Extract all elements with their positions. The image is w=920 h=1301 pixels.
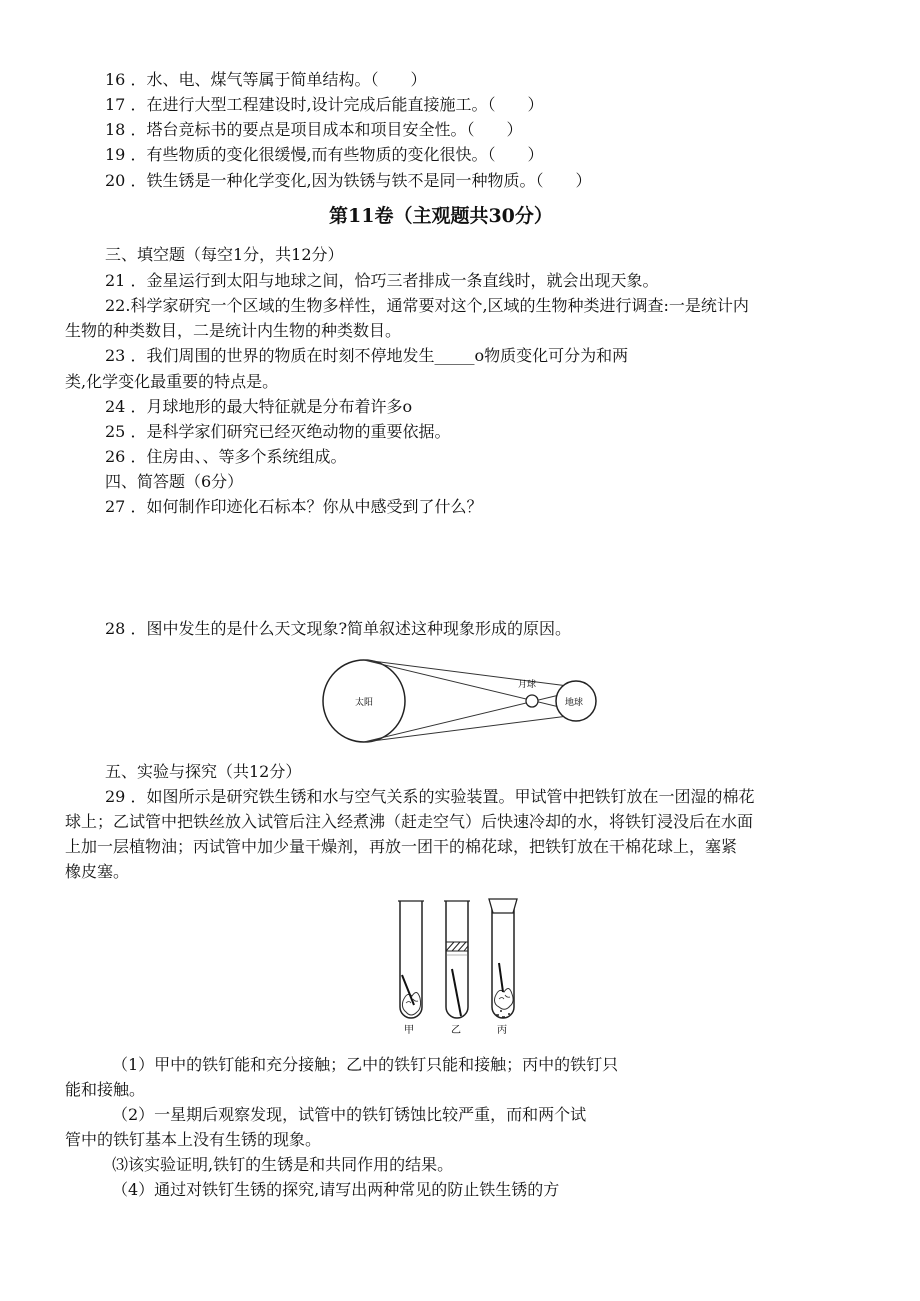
- question-23-line-2: 类,化学变化最重要的特点是。: [65, 372, 279, 391]
- question-29-line-3: 上加一层植物油；丙试管中加少量干燥剂，再放一团干的棉花球，把铁钉放在干棉花球上，塞紧: [65, 837, 738, 856]
- question-18: 18 ．塔台竞标书的要点是项目成本和项目安全性。（ ）: [105, 120, 523, 139]
- subquestion-3: ⑶该实验证明,铁钉的生锈是和共同作用的结果。: [112, 1155, 454, 1174]
- volume-title: 第11卷（主观题共30分）: [329, 205, 553, 227]
- ray-bottom-cross: [364, 690, 580, 742]
- subquestion-1-line-2: 能和接触。: [65, 1080, 146, 1099]
- question-29-line-4: 橡皮塞。: [65, 862, 130, 881]
- solar-eclipse-diagram: [318, 658, 608, 748]
- subquestion-2-line-1: （2）一星期后观察发现，试管中的铁钉锈蚀比较严重，而和两个试: [112, 1105, 587, 1124]
- ray-top-outer: [364, 660, 576, 687]
- section-short-answer-heading: 四、简答题（6分）: [105, 472, 244, 491]
- tube-label-jia: 甲: [404, 1025, 414, 1036]
- subquestion-4: （4）通过对铁钉生锈的探究,请写出两种常见的防止铁生锈的方: [112, 1180, 560, 1199]
- subquestion-2-line-2: 管中的铁钉基本上没有生锈的现象。: [65, 1130, 322, 1149]
- subquestion-1-line-1: （1）甲中的铁钉能和充分接触；乙中的铁钉只能和接触；丙中的铁钉只: [112, 1055, 619, 1074]
- question-17: 17 ．在进行大型工程建设时,设计完成后能直接施工。（ ）: [105, 95, 544, 114]
- tube-bing: [489, 899, 517, 1036]
- section-fill-blank-heading: 三、填空题（每空1分，共12分）: [105, 245, 344, 264]
- test-tubes-figure: [384, 893, 534, 1038]
- iron-nail-jia: [402, 975, 414, 1005]
- tube-label-bing: 丙: [497, 1025, 507, 1036]
- question-29-line-1: 29 ．如图所示是研究铁生锈和水与空气关系的实验装置。甲试管中把铁钉放在一团湿的棉花: [105, 787, 755, 806]
- question-21: 21 ．金星运行到太阳与地球之间，恰巧三者排成一条直线时，就会出现天象。: [105, 271, 659, 290]
- question-25: 25 ．是科学家们研究已经灭绝动物的重要依据。: [105, 422, 451, 441]
- question-26: 26 ．住房由、、等多个系统组成。: [105, 447, 347, 466]
- section-experiment-heading: 五、实验与探究（共12分）: [105, 762, 302, 781]
- question-28: 28 ．图中发生的是什么天文现象?简单叙述这种现象形成的原因。: [105, 619, 572, 638]
- tube-yi: [444, 901, 470, 1036]
- question-24: 24 ．月球地形的最大特征就是分布着许多o: [105, 397, 413, 416]
- ray-bottom-outer: [364, 715, 576, 742]
- question-20: 20 ．铁生锈是一种化学变化,因为铁锈与铁不是同一种物质。（ ）: [105, 171, 592, 190]
- moon-circle: [526, 695, 538, 707]
- earth-label: 地球: [565, 698, 584, 708]
- moon-label: 月球: [518, 680, 537, 690]
- sun-label: 太阳: [355, 698, 374, 708]
- iron-nail-yi: [452, 969, 461, 1016]
- ray-top-cross: [364, 660, 580, 712]
- tube-jia: [398, 901, 424, 1036]
- question-22-line-1: 22.科学家研究一个区域的生物多样性，通常要对这个,区域的生物种类进行调查:一是统计内: [105, 296, 749, 315]
- question-19: 19 ．有些物质的变化很缓慢,而有些物质的变化很快。（ ）: [105, 145, 544, 164]
- tube-label-yi: 乙: [451, 1025, 461, 1036]
- question-29-line-2: 球上；乙试管中把铁丝放入试管后注入经煮沸（赶走空气）后快速冷却的水，将铁钉浸没后在水面: [65, 812, 754, 831]
- wet-cotton: [402, 992, 420, 1015]
- question-23-line-1: 23 ．我们周围的世界的物质在时刻不停地发生_____o物质变化可分为和两: [105, 346, 629, 365]
- rubber-stopper: [489, 899, 517, 913]
- question-16: 16 ．水、电、煤气等属于简单结构。（ ）: [105, 70, 427, 89]
- question-22-line-2: 生物的种类数目，二是统计内生物的种类数目。: [65, 321, 402, 340]
- iron-nail-bing: [499, 963, 503, 992]
- question-27: 27 ．如何制作印迹化石标本？你从中感受到了什么？: [105, 497, 483, 516]
